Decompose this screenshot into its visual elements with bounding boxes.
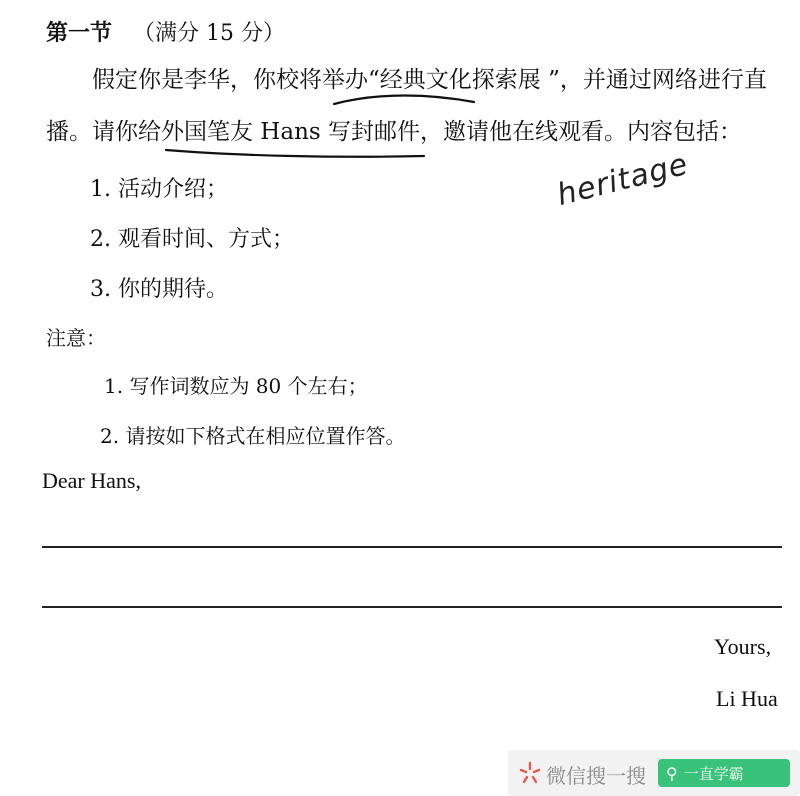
- task-item-2: 2. 观看时间、方式；: [90, 227, 294, 252]
- prompt-line-2: 播。请你给外国笔友 Hans 写封邮件，邀请他在线观看。内容包括：: [46, 119, 743, 145]
- letter-signature: Li Hua: [716, 686, 778, 711]
- watermark-button-label: 一直学霸: [683, 764, 744, 783]
- search-icon: ⚲: [666, 763, 678, 783]
- note-item-2: 2. 请按如下格式在相应位置作答。: [100, 424, 406, 448]
- notes-label: 注意：: [46, 326, 106, 350]
- handwritten-annotation: heritage: [553, 146, 692, 213]
- letter-salutation: Dear Hans,: [42, 468, 141, 493]
- watermark-text: 微信搜一搜: [546, 764, 646, 788]
- underline-stroke-2: [166, 150, 424, 157]
- prompt-line-1: 假定你是李华，你校将举办“经典文化探索展 ”，并通过网络进行直: [92, 67, 767, 93]
- task-item-1: 1. 活动介绍；: [90, 177, 228, 202]
- note-item-1: 1. 写作词数应为 80 个左右；: [104, 374, 368, 398]
- underline-stroke-1: [334, 96, 474, 105]
- section-title: 第一节: [46, 20, 113, 46]
- sparkle-icon: [518, 761, 542, 785]
- section-score: （满分 15 分）: [133, 21, 285, 46]
- watermark-bar: [508, 750, 800, 796]
- watermark-search-button[interactable]: [658, 759, 790, 787]
- letter-closing: Yours,: [714, 634, 772, 659]
- task-item-3: 3. 你的期待。: [90, 277, 228, 302]
